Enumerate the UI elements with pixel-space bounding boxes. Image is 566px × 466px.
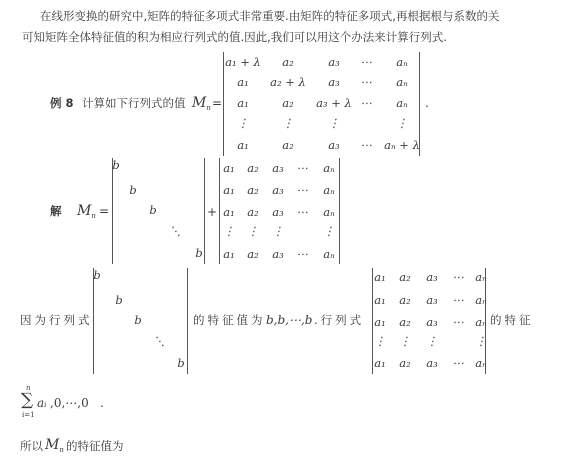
example-matrix-cell-1-2: a₃ <box>328 75 340 89</box>
solution-const-cell-3-0: ⋮ <box>223 224 235 238</box>
solution-const-cell-3-2: ⋮ <box>272 224 284 238</box>
example-matrix-cell-1-1: a₂ + λ <box>270 75 306 89</box>
because-const-cell-4-0: a₁ <box>374 356 386 370</box>
example-equals: = <box>212 96 223 110</box>
solution-const-cell-1-1: a₂ <box>247 183 259 197</box>
example-matrix-cell-1-0: a₁ <box>237 75 249 89</box>
example-matrix-cell-1-3: ⋯ <box>360 75 372 89</box>
example-matrix-cell-4-1: a₂ <box>282 138 294 152</box>
solution-const-cell-0-2: a₃ <box>272 161 284 175</box>
solution-const-cell-1-0: a₁ <box>223 183 235 197</box>
example-matrix-cell-0-1: a₂ <box>282 55 294 69</box>
because-const-cell-2-2: a₃ <box>426 315 438 329</box>
solution-diag-right-bar <box>204 158 205 264</box>
because-const-cell-0-0: a₁ <box>374 270 386 284</box>
because-values: b,b,⋯,b <box>266 313 313 327</box>
because-const-cell-1-3: ⋯ <box>452 293 464 307</box>
because-const-cell-4-4: aₙ <box>475 356 487 370</box>
because-diag-entry-2: b <box>134 313 142 327</box>
because-const-cell-3-1: ⋮ <box>399 334 411 348</box>
sum-lower-limit: i=1 <box>22 411 35 419</box>
example-text: 计算如下行列式的值 <box>82 96 186 110</box>
because-suffix: 的特征 <box>490 313 534 327</box>
example-matrix-cell-2-1: a₂ <box>282 96 294 110</box>
because-const-cell-1-1: a₂ <box>399 293 411 307</box>
solution-const-cell-2-0: a₁ <box>223 205 235 219</box>
because-const-cell-4-2: a₃ <box>426 356 438 370</box>
solution-const-cell-4-0: a₁ <box>223 247 235 261</box>
solution-const-cell-1-2: a₃ <box>272 183 284 197</box>
example-matrix-cell-4-2: a₃ <box>328 138 340 152</box>
solution-const-cell-2-4: aₙ <box>323 205 335 219</box>
solution-diag-entry-2: b <box>149 203 157 217</box>
example-end-period: . <box>425 96 429 110</box>
solution-diag-entry-4: b <box>195 246 203 260</box>
sum-rest: ,0,⋯,0 <box>50 396 89 410</box>
example-matrix-cell-2-2: a₃ + λ <box>316 96 352 110</box>
example-symbol: $M_n$ <box>192 95 211 112</box>
because-const-cell-2-3: ⋯ <box>452 315 464 329</box>
because-const-cell-4-1: a₂ <box>399 356 411 370</box>
because-const-cell-4-3: ⋯ <box>452 356 464 370</box>
solution-const-cell-2-3: ⋯ <box>296 205 308 219</box>
example-label: 例 8 <box>50 96 74 110</box>
because-const-cell-0-1: a₂ <box>399 270 411 284</box>
because-const-cell-2-1: a₂ <box>399 315 411 329</box>
solution-const-left-bar <box>219 158 220 264</box>
example-matrix-cell-0-2: a₃ <box>328 55 340 69</box>
example-matrix-cell-4-3: ⋯ <box>360 138 372 152</box>
final-prefix: 所以 <box>20 439 43 453</box>
solution-const-cell-2-1: a₂ <box>247 205 259 219</box>
because-prefix: 因为行列式 <box>20 313 93 327</box>
because-diag-right-bar <box>187 268 188 374</box>
solution-const-cell-3-4: ⋮ <box>323 224 335 238</box>
example-matrix-cell-3-4: ⋮ <box>396 116 408 130</box>
example-matrix-cell-2-0: a₁ <box>237 96 249 110</box>
final-symbol: $M_n$ <box>45 437 64 454</box>
paragraph-line-1: 在线形变换的研究中,矩阵的特征多项式非常重要.由矩阵的特征多项式,再根据根与系数的关 <box>40 9 500 23</box>
example-matrix-cell-4-0: a₁ <box>237 138 249 152</box>
solution-const-cell-1-3: ⋯ <box>296 183 308 197</box>
solution-const-cell-1-4: aₙ <box>323 183 335 197</box>
solution-const-cell-0-0: a₁ <box>223 161 235 175</box>
sum-end: . <box>100 396 104 410</box>
solution-const-cell-0-1: a₂ <box>247 161 259 175</box>
because-diag-entry-3: ⋱ <box>153 334 165 348</box>
solution-const-cell-4-2: a₃ <box>272 247 284 261</box>
because-const-cell-0-3: ⋯ <box>452 270 464 284</box>
solution-diag-entry-1: b <box>129 183 137 197</box>
because-const-cell-0-2: a₃ <box>426 270 438 284</box>
example-det-left-bar <box>223 52 224 156</box>
solution-equals: = <box>99 204 110 218</box>
solution-diag-left-bar <box>112 158 113 264</box>
solution-const-cell-4-3: ⋯ <box>296 247 308 261</box>
final-suffix: 的特征值为 <box>66 439 124 453</box>
because-diag-entry-4: b <box>177 356 185 370</box>
example-matrix-cell-0-3: ⋯ <box>360 55 372 69</box>
because-mid-text-2: .行列式 <box>314 313 365 327</box>
because-diag-entry-0: b <box>93 268 101 282</box>
paragraph-line-2: 可知矩阵全体特征值的积为相应行列式的值.因此,我们可以用这个办法来计算行列式. <box>22 30 447 44</box>
because-const-left-bar <box>372 268 373 374</box>
solution-const-right-bar <box>339 158 340 264</box>
solution-label: 解 <box>50 204 62 218</box>
solution-const-cell-4-4: aₙ <box>323 247 335 261</box>
example-matrix-cell-3-0: ⋮ <box>237 116 249 130</box>
solution-diag-entry-3: ⋱ <box>169 224 181 238</box>
example-matrix-cell-4-4: aₙ + λ <box>384 138 420 152</box>
solution-const-cell-4-1: a₂ <box>247 247 259 261</box>
example-matrix-cell-3-2: ⋮ <box>328 116 340 130</box>
solution-const-cell-3-1: ⋮ <box>247 224 259 238</box>
solution-const-cell-2-2: a₃ <box>272 205 284 219</box>
solution-symbol: $M_n$ <box>77 203 96 220</box>
because-const-cell-1-4: aₙ <box>475 293 487 307</box>
because-diag-entry-1: b <box>115 293 123 307</box>
sum-upper-limit: n <box>26 384 31 392</box>
because-const-cell-2-0: a₁ <box>374 315 386 329</box>
because-const-cell-1-0: a₁ <box>374 293 386 307</box>
solution-diag-entry-0: b <box>112 158 120 172</box>
example-matrix-cell-0-0: a₁ + λ <box>225 55 261 69</box>
example-matrix-cell-2-4: aₙ <box>396 96 408 110</box>
sum-sigma: ∑ <box>21 390 34 410</box>
because-const-cell-1-2: a₃ <box>426 293 438 307</box>
example-matrix-cell-0-4: aₙ <box>396 55 408 69</box>
because-const-cell-3-2: ⋮ <box>426 334 438 348</box>
because-const-cell-0-4: aₙ <box>475 270 487 284</box>
example-matrix-cell-3-1: ⋮ <box>282 116 294 130</box>
example-matrix-cell-1-4: aₙ <box>396 75 408 89</box>
solution-plus: + <box>207 205 218 219</box>
because-diag-left-bar <box>93 268 94 374</box>
solution-const-cell-0-4: aₙ <box>323 161 335 175</box>
because-const-cell-3-4: ⋮ <box>475 334 487 348</box>
because-mid-text: 的特征值为 <box>193 313 266 327</box>
sum-term: aᵢ <box>37 396 47 410</box>
solution-const-cell-0-3: ⋯ <box>296 161 308 175</box>
because-const-cell-3-0: ⋮ <box>374 334 386 348</box>
example-matrix-cell-2-3: ⋯ <box>360 96 372 110</box>
because-const-cell-2-4: aₙ <box>475 315 487 329</box>
